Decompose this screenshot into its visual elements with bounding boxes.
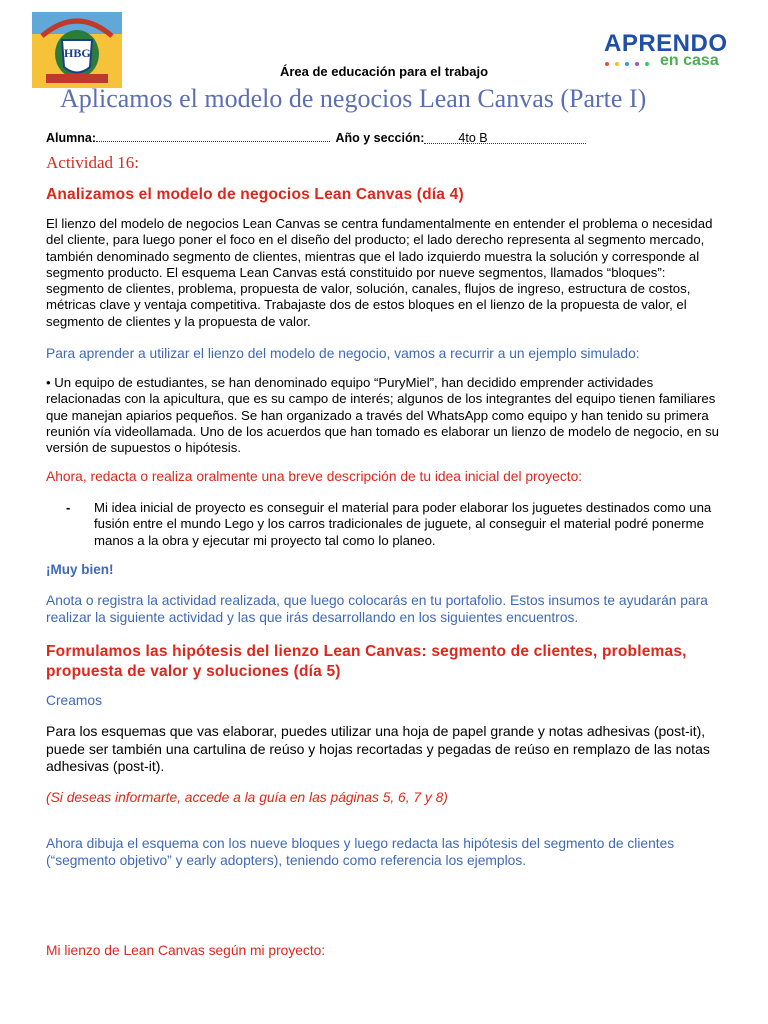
creamos-label: Creamos <box>46 693 102 708</box>
guide-note: (Si deseas informarte, accede a la guía en las páginas 5, 6, 7 y 8) <box>46 790 448 805</box>
aprendo-logo-word: APRENDO <box>604 30 728 57</box>
portfolio-note: Anota o registra la actividad realizada, que luego colocarás en tu portafolio. Estos insumos te ayudarán para realizar la siguiente actividad y las que irás desarrollando en los siguientes encuentros. <box>46 593 708 625</box>
page-title: Aplicamos el modelo de negocios Lean Canvas (Parte I) <box>60 84 647 113</box>
prompt-describe-idea: Ahora, redacta o realiza oralmente una breve descripción de tu idea inicial del proyecto: <box>46 469 583 484</box>
school-logo-text: HBG <box>64 46 91 60</box>
intro-paragraph: El lienzo del modelo de negocios Lean Canvas se centra fundamentalmente en entender el problema o necesidad del cliente, para luego poner el foco en el diseño del producto; el lado derecho representa al segmento mercado, también denominado segmento de clientes, mientras que el lado izquierdo muestra la solución y corresponde al segmento producto. El esquema Lean Canvas está constituido por nueve segmentos, llamados “bloques”: segmento de clientes, problema, propuesta de valor, solución, canales, flujos de ingreso, estructura de costos, métricas clave y ventaja competitiva. Trabajaste dos de estos bloques en el lienzo de la propuesta de valor, el segmento de clientes y la propuesta de valor. <box>46 216 713 329</box>
draw-instruction: Ahora dibuja el esquema con los nueve bloques y luego redacta las hipótesis del segmento de clientes (“segmento objetivo” y early adopters), teniendo como referencia los ejemplos. <box>46 836 675 868</box>
example-intro: Para aprender a utilizar el lienzo del modelo de negocio, vamos a recurrir a un ejemplo simulado: <box>46 346 640 361</box>
student-name-label: Alumna: <box>46 131 96 145</box>
heading-day4: Analizamos el modelo de negocios Lean Canvas (día 4) <box>46 186 464 203</box>
example-bullet: • Un equipo de estudiantes, se han denominado equipo “PuryMiel”, han decidido emprender actividades relacionadas con la apicultura, que es su campo de interés; algunos de los integrantes del equipo tienen familiares que manejan apiarios pequeños. Se han organizado a través del WhatsApp como equipo y han tenido su primera reunión vía videollamada. Uno de los acuerdos que han tomado es elaborar un lienzo de modelo de negocio, en su versión de supuestos o hipótesis. <box>46 375 720 456</box>
area-subtitle: Área de educación para el trabajo <box>279 64 489 79</box>
section-field[interactable] <box>424 131 586 144</box>
section-value: 4to B <box>458 131 488 145</box>
section-label: Año y sección: <box>335 131 425 145</box>
student-name-field[interactable] <box>96 129 330 142</box>
en-casa-logo-word: en casa <box>660 52 719 69</box>
materials-paragraph: Para los esquemas que vas elaborar, puedes utilizar una hoja de papel grande y notas adhesivas (post-it), puede ser también una cartulina de reúso y hojas recortadas y pegadas de reúso en remplazo de las notas adhesivas (post-it). <box>46 723 710 774</box>
muy-bien-text: ¡Muy bien! <box>46 562 114 577</box>
canvas-footer-label: Mi lienzo de Lean Canvas según mi proyecto: <box>46 943 326 958</box>
idea-answer: Mi idea inicial de proyecto es conseguir el material para poder elaborar los juguetes destinados como una fusión entre el mundo Lego y los carros tradicionales de juguete, al conseguir el material podré ponerme manos a la obra y ejecutar mi proyecto tal como lo planeo. <box>94 500 712 548</box>
dash-bullet: - <box>66 500 71 515</box>
heading-day5: Formulamos las hipótesis del lienzo Lean Canvas: segmento de clientes, problemas, propuesta de valor y soluciones (día 5) <box>46 643 687 680</box>
student-info <box>46 129 586 145</box>
activity-label: Actividad 16: <box>46 153 140 172</box>
